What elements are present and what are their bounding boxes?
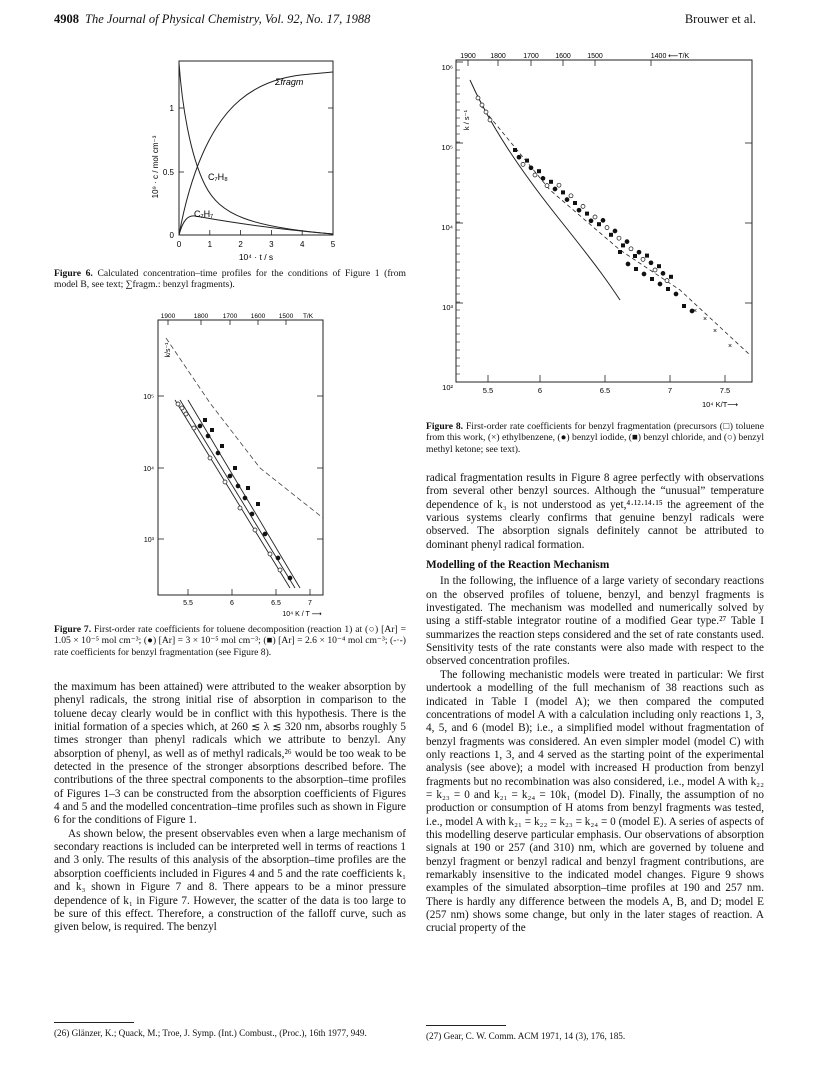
fig8-data-point-46 (634, 267, 638, 271)
fig8-top-1900: 1900 (460, 53, 476, 60)
fig8-ytick-1e2: 10² (442, 383, 453, 392)
fig8-data-point-56: × (712, 328, 718, 335)
figure-8-plot (420, 50, 760, 420)
fig8-data-point-45 (626, 262, 630, 266)
fig8-data-point-24 (593, 215, 597, 219)
fig7-data-point-23 (233, 466, 237, 470)
fig7-top-1800: 1800 (193, 313, 209, 320)
right-intro-paragraph: radical fragmentation results in Figure 8 agree perfectly with observations from several other benzyl sources. Although the “unusual” temperature dependence of k₃ is not understood as yet,⁴·¹²·¹⁴·¹⁵ the agreement of the various systems clearly confirms that genuine benzyl radicals were observed. The absorption signals definitely cannot be attributed to dominant phenyl radical formation. (426, 472, 764, 551)
running-header-left (54, 12, 370, 27)
fig8-data-point-22 (585, 212, 589, 216)
fig8-data-point-51 (674, 292, 678, 296)
journal-title: The Journal of Physical Chemistry, Vol. 92, No. 17, 1988 (85, 12, 371, 26)
fig8-data-point-44 (618, 250, 622, 254)
figure-8-caption (426, 421, 764, 455)
fig8-data-point-14 (553, 187, 557, 191)
fig8-top-1400: 1400 ⟵T/K (650, 53, 690, 60)
fig7-data-point-20 (203, 418, 207, 422)
fig8-top-1500: 1500 (587, 53, 603, 60)
fig8-data-point-54: × (692, 308, 698, 315)
fig7-frame (158, 320, 323, 595)
figure-6-caption (54, 268, 406, 291)
section-title: Modelling of the Reaction Mechanism (426, 559, 610, 572)
fig8-data-point-28 (609, 233, 613, 237)
fig8-xtick-75: 7.5 (719, 386, 731, 395)
fig8-data-point-40 (657, 264, 661, 268)
fig7-data-point-18 (276, 556, 280, 560)
fig7-top-1500: 1500 (278, 313, 294, 320)
running-header-authors: Brouwer et al. (684, 12, 756, 26)
fig6-xtick-2: 2 (238, 240, 243, 249)
fig6-xtick-5: 5 (330, 240, 336, 249)
fig8-data-point-3 (488, 118, 492, 122)
fig8-ylabel: k / s⁻¹ (462, 109, 471, 131)
right-footnote: (27) Gear, C. W. Comm. ACM 1971, 14 (3), 176, 185. (426, 1031, 626, 1041)
fig7-data-point-0 (176, 402, 180, 406)
fig7-data-point-2 (184, 412, 188, 416)
fig7-data-point-1 (180, 406, 184, 410)
fig7-ytick-1e4: 10⁴ (143, 466, 154, 473)
fig6-xtick-3: 3 (269, 240, 274, 249)
fig6-xtick-1: 1 (207, 240, 213, 249)
fig8-data-point-17 (565, 198, 569, 202)
fig7-data-point-19 (288, 576, 292, 580)
fig8-data-point-20 (577, 208, 581, 212)
fig8-xtick-7: 7 (667, 386, 673, 395)
fig8-data-point-36 (641, 257, 645, 261)
fig8-data-point-55: × (702, 316, 708, 323)
fig8-data-point-31 (621, 243, 625, 247)
fig8-data-point-10 (537, 169, 541, 173)
fig6-label-benzyl: C₇H₇ (194, 209, 214, 219)
fig7-data-point-24 (246, 486, 250, 490)
fig8-data-point-38 (649, 261, 653, 265)
fig8-data-point-8 (529, 166, 533, 170)
fig8-data-point-41 (661, 271, 665, 275)
fig7-xtick-7: 7 (308, 600, 312, 607)
fig7-xtick-65: 6.5 (271, 600, 281, 607)
fig7-ylabel: k/s⁻¹ (165, 342, 172, 358)
figure-8 (420, 50, 760, 420)
fig6-caption-label: Figure 6. (54, 268, 93, 279)
fig7-data-point-12 (216, 451, 220, 455)
fig7-caption-text: First-order rate coefficients for toluene decomposition (reaction 1) at (○) [Ar] = 1.05 × 10⁻⁵ mol cm⁻³; (●) [Ar] = 3 × 10⁻⁵ mol cm⁻³; (■) [Ar] = 2.6 × 10⁻⁴ mol cm⁻³; (-·-) rate coefficients for benzyl fragmentation (see Figure 8). (54, 624, 406, 658)
fig6-ytick-0: 0 (169, 231, 174, 240)
fig8-data-point-26 (601, 218, 605, 222)
fig8-data-point-50 (666, 287, 670, 291)
fig7-xlabel: 10⁴ K / T ⟶ (282, 611, 322, 618)
fig8-caption-label: Figure 8. (426, 421, 464, 432)
left-footnote-rule (54, 1022, 134, 1023)
fig6-label-fragm: Σfragm (275, 77, 304, 87)
fig8-top-1600: 1600 (555, 53, 571, 60)
fig6-xtick-0: 0 (176, 240, 182, 249)
fig8-ytick-1e4: 10⁴ (441, 223, 453, 232)
figure-6-plot (150, 55, 350, 265)
right-column-text (426, 472, 764, 936)
fig8-xtick-6: 6 (537, 386, 543, 395)
fig8-data-point-39 (653, 268, 657, 272)
fig7-ytick-1e5: 10⁵ (143, 394, 154, 401)
fig8-data-points (476, 96, 732, 350)
fig7-top-1600: 1600 (250, 313, 266, 320)
fig6-caption-text: Calculated concentration–time profiles for the conditions of Figure 1 (from model B, see text; ∑fragm.: benzyl fragments). (54, 268, 406, 291)
fig7-data-point-10 (198, 424, 202, 428)
fig6-xtick-4: 4 (299, 240, 305, 249)
fig8-data-point-18 (569, 194, 573, 198)
fig8-data-point-27 (605, 226, 609, 230)
fig7-data-point-25 (256, 502, 260, 506)
fig7-top-1700: 1700 (222, 313, 238, 320)
fig7-data-point-16 (250, 512, 254, 516)
fig8-xlabel: 10⁴ K/T⟶ (701, 400, 739, 409)
figure-7 (130, 308, 340, 618)
fig8-data-point-33 (629, 247, 633, 251)
figure-7-plot (130, 308, 340, 618)
fig7-data-point-14 (236, 484, 240, 488)
fig7-data-point-3 (192, 426, 196, 430)
fig8-data-point-25 (597, 222, 601, 226)
fig7-data-point-4 (208, 456, 212, 460)
fig6-ytick-1: 1 (169, 104, 174, 113)
fig8-data-point-49 (658, 282, 662, 286)
fig8-data-point-37 (645, 254, 649, 258)
fig7-data-point-11 (206, 434, 210, 438)
figure-7-caption (54, 624, 406, 658)
fig8-data-point-15 (557, 183, 561, 187)
fig7-data-point-22 (220, 444, 224, 448)
fig8-data-point-1 (480, 103, 484, 107)
fig8-data-point-0 (476, 96, 480, 100)
fig7-ytick-1e3: 10³ (143, 537, 154, 544)
fig8-caption-text: First-order rate coefficients for benzyl fragmentation (precursors (□) toluene from this work, (×) ethylbenzene, (●) benzyl iodide, (■) benzyl chloride, and (○) benzyl methyl ketone; see text). (426, 421, 764, 455)
fig8-data-point-6 (521, 162, 525, 166)
fig8-data-point-30 (617, 236, 621, 240)
fig7-data-point-13 (228, 474, 232, 478)
fig6-label-toluene: C₇H₈ (208, 172, 228, 182)
fig8-top-1800: 1800 (490, 53, 506, 60)
figure-6 (150, 55, 350, 265)
fig7-xtick-6: 6 (230, 600, 234, 607)
fig8-data-point-43 (669, 275, 673, 279)
fig8-data-point-5 (517, 155, 521, 159)
fig8-xtick-55: 5.5 (482, 386, 494, 395)
fig7-data-point-8 (268, 552, 272, 556)
fig7-data-point-5 (223, 480, 227, 484)
fig7-top-unit: T/K (302, 313, 314, 320)
fig8-data-point-16 (561, 190, 565, 194)
fig8-data-point-47 (642, 272, 646, 276)
fig8-data-point-19 (573, 201, 577, 205)
fig8-data-point-35 (637, 250, 641, 254)
fig7-data-point-7 (253, 528, 257, 532)
fig8-ytick-1e5: 10⁵ (441, 143, 453, 152)
fig8-data-point-12 (545, 184, 549, 188)
fig6-xlabel: 10⁴ · t / s (238, 252, 274, 262)
fig8-data-point-9 (533, 173, 537, 177)
fig7-data-point-9 (278, 568, 282, 572)
fig7-data-point-6 (238, 506, 242, 510)
fig7-top-1900: 1900 (160, 313, 176, 320)
page-number: 4908 (54, 12, 79, 26)
left-footnote: (26) Glänzer, K.; Quack, M.; Troe, J. Symp. (Int.) Combust., (Proc.), 16th 1977, 949. (54, 1028, 367, 1038)
right-paragraph-2: The following mechanistic models were treated in particular: We first undertook a modelling of the full mechanism of 38 reactions such as indicated in Table I (model A); we then compared the computed concentrations of model A with a calculation including only reactions 1, 3, 4, 5, and 6 (model B); i.e., a simplified model without fragmentation of benzyl fragments was considered. An even simpler model (model C) with only reactions 1, 3, and 4 served as the starting point of the experimental analysis (see above); a model with increased H production from benzyl fragments but no recombination was also considered, i.e., model A with k₂₂ = k₂₃ = 0 and k₂₁ = k₂₄ = 10k₁ (model D). Finally, the assumption of no production or consumption of H atoms from benzyl fragments was tested, i.e., model A with k₂₁ = k₂₂ = k₂₃ = k₂₄ = 0 (model E). A series of aspects of this modelling deserve particular emphasis. Our observations of absorption signals at 190 or 257 (and 310) nm, which are governed by toluene and benzyl fragment or benzyl radical and benzyl fragment contributions, are remarkably insensitive to the indicated model changes. Figure 9 shows examples of the simulated absorption–time profiles at 190 and 257 nm. There is hardly any difference between the models A, B, and D; model E (257 nm) shows some change, but only in the later stages of reaction. A crucial property of the (426, 668, 764, 935)
fig8-data-point-2 (484, 110, 488, 114)
right-paragraph-1: In the following, the influence of a large variety of secondary reactions on the observed profiles of toluene, benzyl, and benzyl fragments is investigated. The mechanism was modelled and numerically solved by using a stiff-stable integrator routine of a modified Gear type.²⁷ Table I summarizes the reaction steps considered and the set of rate constants used. Sensitivity tests of the rate constants were also made with respect to the observed concentration profiles. (426, 575, 765, 668)
left-paragraph-1: the maximum has been attained) were attributed to the weaker absorption by phenyl radicals, the strong initial rise of absorption in comparison to the toluene decay clearly would be in conflict with this hypothesis. There is the initial formation of a species which, at 260 ≲ λ ≲ 320 nm, absorbs roughly 5 times stronger than phenyl radicals which we attribute to benzyl. Any absorption of phenyl, as well as of methyl radicals,²⁶ would be too weak to be detected in the presence of the stronger absorptions described before. The contributions of the three spectral components to the absorption–time profiles of Figures 1–3 can be constructed from the absorption coefficients of Figures 4 and 5 and the modelled concentration–time profiles such as shown in Figure 6 for the conditions of Figure 1. (54, 681, 406, 827)
fig8-data-point-23 (589, 219, 593, 223)
fig8-data-point-7 (525, 159, 529, 163)
fig8-data-point-32 (625, 240, 629, 244)
fig8-data-point-4 (513, 148, 517, 152)
fig8-data-point-52 (682, 304, 686, 308)
fig8-top-1700: 1700 (523, 53, 539, 60)
fig7-benzyl-fragmentation-line (166, 338, 323, 518)
left-column-text (54, 681, 406, 935)
fig8-data-point-11 (541, 176, 545, 180)
fig8-xtick-65: 6.5 (599, 386, 611, 395)
fig7-xtick-55: 5.5 (183, 600, 193, 607)
fig6-ytick-05: 0.5 (162, 168, 174, 177)
fig7-fit-line-3 (188, 400, 300, 588)
fig8-ytick-1e3: 10³ (442, 303, 453, 312)
fig8-data-point-48 (650, 277, 654, 281)
fig7-data-point-21 (210, 428, 214, 432)
fig8-data-point-42 (665, 279, 669, 283)
fig7-caption-label: Figure 7. (54, 624, 92, 635)
fig8-data-point-57: × (727, 343, 733, 350)
fig8-data-point-29 (613, 229, 617, 233)
right-footnote-rule (426, 1025, 506, 1026)
fig7-data-points (176, 402, 292, 580)
fig6-ylabel: 10⁹ · c / mol cm⁻³ (151, 135, 160, 199)
fig7-data-point-15 (243, 496, 247, 500)
fig8-data-point-13 (549, 180, 553, 184)
fig8-ytick-1e6: 10⁶ (441, 63, 453, 72)
fig8-fit-curve (470, 80, 620, 300)
left-paragraph-2: As shown below, the present observables even when a large mechanism of secondary reactions is included can be interpreted well in terms of reactions 1 and 3 only. The results of this analysis of the absorption–time profiles are the absorption coefficients included in Figures 4 and 5 and the rate coefficients k₁ and k₃ shown in Figure 7 and 8. There appears to be a minor pressure dependence of k₁ in Figure 7. However, the scatter of the data is too large to be sure of this effect. Therefore, a construction of the falloff curve, such as given below, is required. The benzyl (54, 827, 406, 934)
fig8-data-point-21 (581, 204, 585, 208)
fig7-data-point-17 (263, 532, 267, 536)
fig8-data-point-34 (633, 254, 637, 258)
